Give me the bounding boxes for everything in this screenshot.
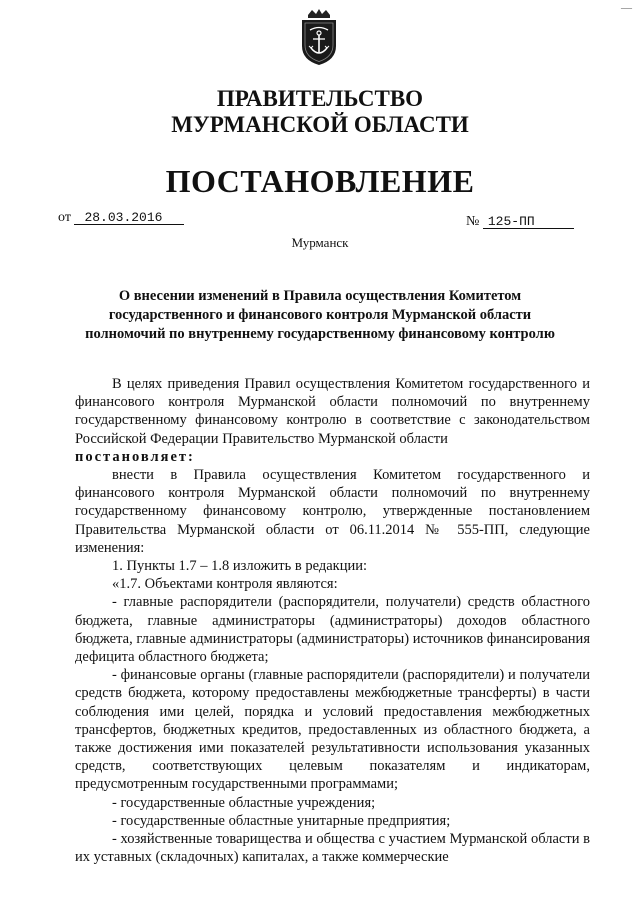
body-paragraph: 1. Пункты 1.7 – 1.8 изложить в редакции: xyxy=(112,558,368,575)
heading-line-1: О внесении изменений в Правила осуществления Комитетом xyxy=(118,288,522,304)
number-value: 125-ПП xyxy=(483,215,574,229)
list-item: - хозяйственные товарищества и общества с участием Мурманской области в их уставных (складочных) капиталах, а также коммерческие xyxy=(75,831,590,866)
list-item: - государственные областные унитарные предприятия; xyxy=(112,812,451,829)
government-title-line-1: ПРАВИТЕЛЬСТВО xyxy=(216,86,424,111)
heading-line-3: полномочий по внутреннему государственному финансовому контролю xyxy=(85,326,555,342)
date-prefix: от xyxy=(58,210,71,225)
decree-word: постановляет: xyxy=(75,448,195,465)
government-title-line-2: МУРМАНСКОЙ ОБЛАСТИ xyxy=(171,112,469,137)
document-date xyxy=(58,210,184,226)
date-value: 28.03.2016 xyxy=(74,211,184,225)
government-title xyxy=(0,86,640,138)
heading-line-2: государственного и финансового контроля Мурманской области xyxy=(108,307,532,323)
list-item: - государственные областные учреждения; xyxy=(112,794,376,811)
body-paragraph: внести в Правила осуществления Комитетом государственного и финансового контроля Мурманской области полномочий по внутреннему государственному финансовому контролю, утвержденные постановлением Правительства Мурманской области от 06.11.2014 № 555-ПП, следующие изменения: xyxy=(75,467,590,556)
body-paragraph: «1.7. Объектами контроля являются: xyxy=(112,576,338,593)
number-prefix: № xyxy=(466,214,480,229)
document-number xyxy=(466,214,574,230)
list-item: - финансовые органы (главные распорядители (распорядители) и получатели средств бюджета, которому предоставлены межбюджетные трансферты) в части соблюдения ими целей, порядка и условий предоставления межбюджетных трансфертов, бюджетных кредитов, предоставленных из областного бюджета, а также достижения ими показателей результативности использования указанных средств, соответствующих целевым показателям и индикаторам, предусмотренным государственными программами; xyxy=(75,667,590,793)
list-item: - главные распорядители (распорядители, получатели) средств областного бюджета, главные администраторы (администраторы) доходов областного бюджета, главные администраторы (администраторы) источников финансирования дефицита областного бюджета; xyxy=(75,594,590,666)
city: Мурманск xyxy=(291,235,349,250)
document-type: ПОСТАНОВЛЕНИЕ xyxy=(165,163,475,199)
document-heading xyxy=(70,287,570,344)
preamble-paragraph: В целях приведения Правил осуществления Комитетом государственного и финансового контроля Мурманской области полномочий по внутреннему государственному финансовому контролю в соответствие с законодательством Российской Федерации Правительство Мурманской области xyxy=(75,376,590,447)
document-body xyxy=(75,375,590,866)
corner-mark: — xyxy=(621,2,632,14)
coat-of-arms-icon xyxy=(299,8,339,66)
